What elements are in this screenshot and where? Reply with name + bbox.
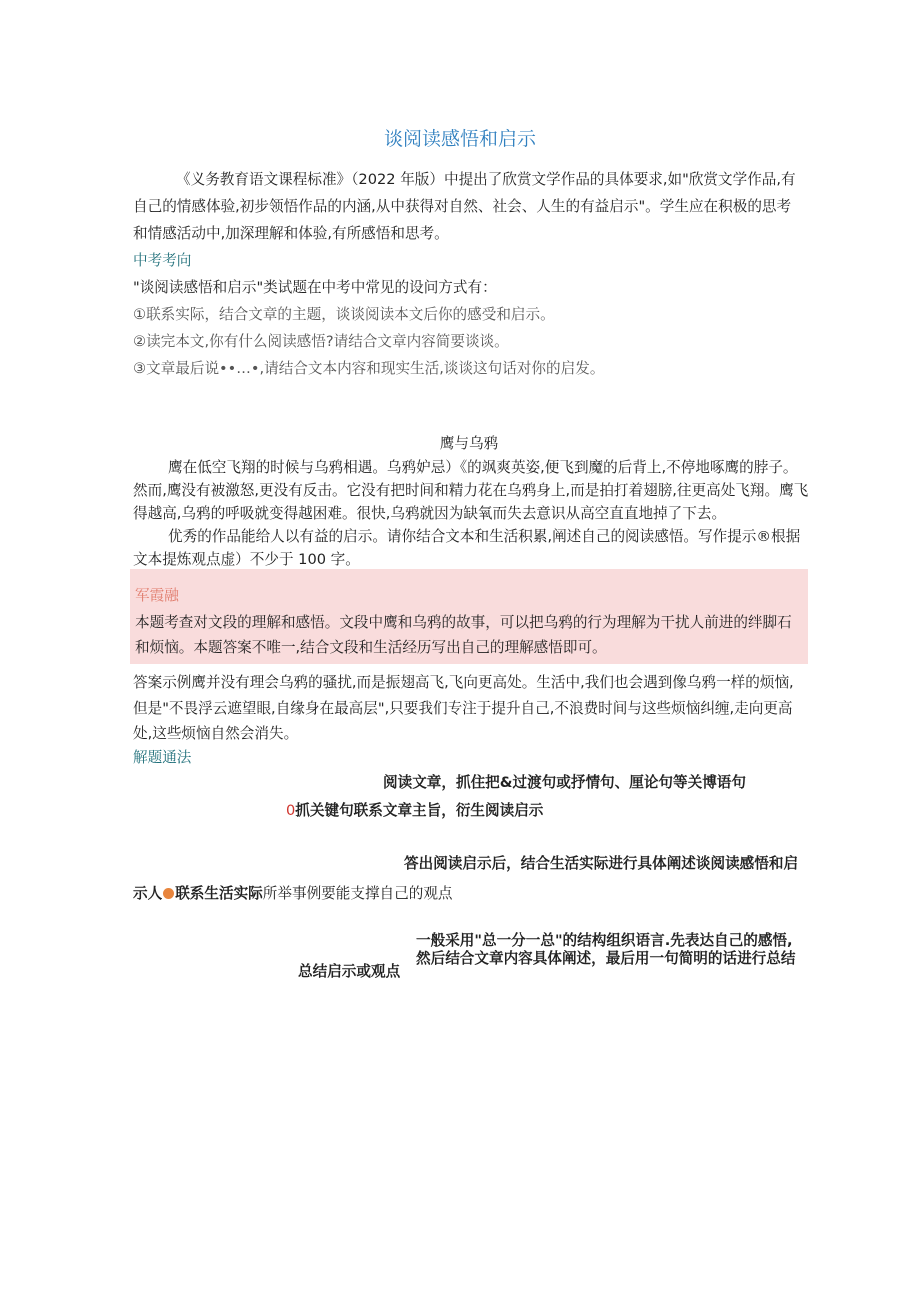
method-step-4-text: 所举事例要能支撑自己的观点 <box>262 885 453 902</box>
analysis-line-2: 和烦恼。本题答案不唯一,结合文段和生活经历写出自己的理解感悟即可。 <box>135 639 607 656</box>
analysis-label: 军霞融 <box>135 587 179 604</box>
method-step-5-line-2: 然后结合文章内容具体阐述，最后用一句简明的话进行总结 <box>416 950 796 967</box>
answer-line-3: 处,这些烦恼自然会消失。 <box>133 725 299 742</box>
exam-trends-lead: "谈阅读感悟和启示"类试题在中考中常见的设问方式有： <box>133 279 497 296</box>
intro-line-1: 《义务教育语文课程标准》（2022 年版）中提出了欣赏文学作品的具体要求,如"欣赏文学作品,有 <box>176 171 796 188</box>
intro-line-2: 自己的情感体验,初步领悟作品的内涵,从中获得对自然、社会、人生的有益启示"。学生应在积极的思考 <box>133 198 792 215</box>
question-item-1: ①联系实际，结合文章的主题，谈谈阅读本文后你的感受和启示。 <box>133 306 555 323</box>
method-step-4 <box>133 880 453 907</box>
story-line-3: 得越高,乌鸦的呼吸就变得越困难。很快,乌鸦就因为缺氧而失去意识从高空直直地掉了下去。 <box>133 505 727 522</box>
answer-line-2: 但是"不畏浮云遮望眼,自缘身在最高层",只要我们专注于提升自己,不浪费时间与这些烦恼纠缠,走向更高 <box>133 700 793 717</box>
answer-line-1: 答案示例鹰并没有理会乌鸦的骚扰,而是振翅高飞,飞向更高处。生活中,我们也会遇到像乌鸦一样的烦恼, <box>133 674 794 691</box>
page-title: 谈阅读感悟和启示 <box>383 128 536 150</box>
method-step-3: 答出阅读启示后，结合生活实际进行具体阐述谈阅读感悟和启 <box>404 855 799 872</box>
method-step-5-line-3: 总结启示或观点 <box>298 963 401 980</box>
question-item-3: ③文章最后说••…•,请结合文本内容和现实生活,谈谈这句话对你的启发。 <box>133 360 605 377</box>
story-line-1: 鹰在低空飞翔的时候与乌鸦相遇。乌鸦妒忌）《的飒爽英姿,便飞到魔的后背上,不停地啄鹰的脖子。 <box>168 459 798 476</box>
task-line-1: 优秀的作品能给人以有益的启示。请你结合文本和生活积累,阐述自己的阅读感悟。写作提示®根据 <box>168 528 801 545</box>
story-title: 鹰与乌鸦 <box>439 435 499 452</box>
method-step-5-line-1: 一般采用"总一分一总"的结构组织语言.先表达自己的感悟, <box>416 932 793 949</box>
bullet-dot-icon <box>163 888 174 899</box>
intro-line-3: 和情感活动中,加深理解和体验,有所感悟和思考。 <box>133 225 449 242</box>
method-step-1: 阅读文章，抓住把&过渡句或抒情句、厘论句等关博语句 <box>383 774 746 791</box>
section-heading-exam-trends: 中考考向 <box>133 252 192 269</box>
method-step-4-prefix: 示人 <box>133 885 163 902</box>
method-step-2 <box>286 797 543 824</box>
method-step-4-keyword: 联系生活实际 <box>175 885 263 902</box>
task-line-2: 文本提炼观点虚）不少于 100 字。 <box>133 551 360 568</box>
method-step-2-marker: 0 <box>286 802 296 819</box>
story-line-2: 然而,鹰没有被激怒,更没有反击。它没有把时间和精力花在乌鸦身上,而是拍打着翅膀,往更高处飞翔。鹰飞 <box>133 482 809 499</box>
question-item-2: ②读完本文,你有什么阅读感悟?请结合文章内容简要谈谈。 <box>133 333 509 350</box>
method-step-2-text: 抓关键句联系文章主旨，衍生阅读启示 <box>295 802 544 819</box>
analysis-line-1: 本题考查对文段的理解和感悟。文段中鹰和乌鸦的故事，可以把乌鸦的行为理解为干扰人前进的绊脚石 <box>135 614 792 631</box>
section-heading-method: 解题通法 <box>133 749 192 766</box>
